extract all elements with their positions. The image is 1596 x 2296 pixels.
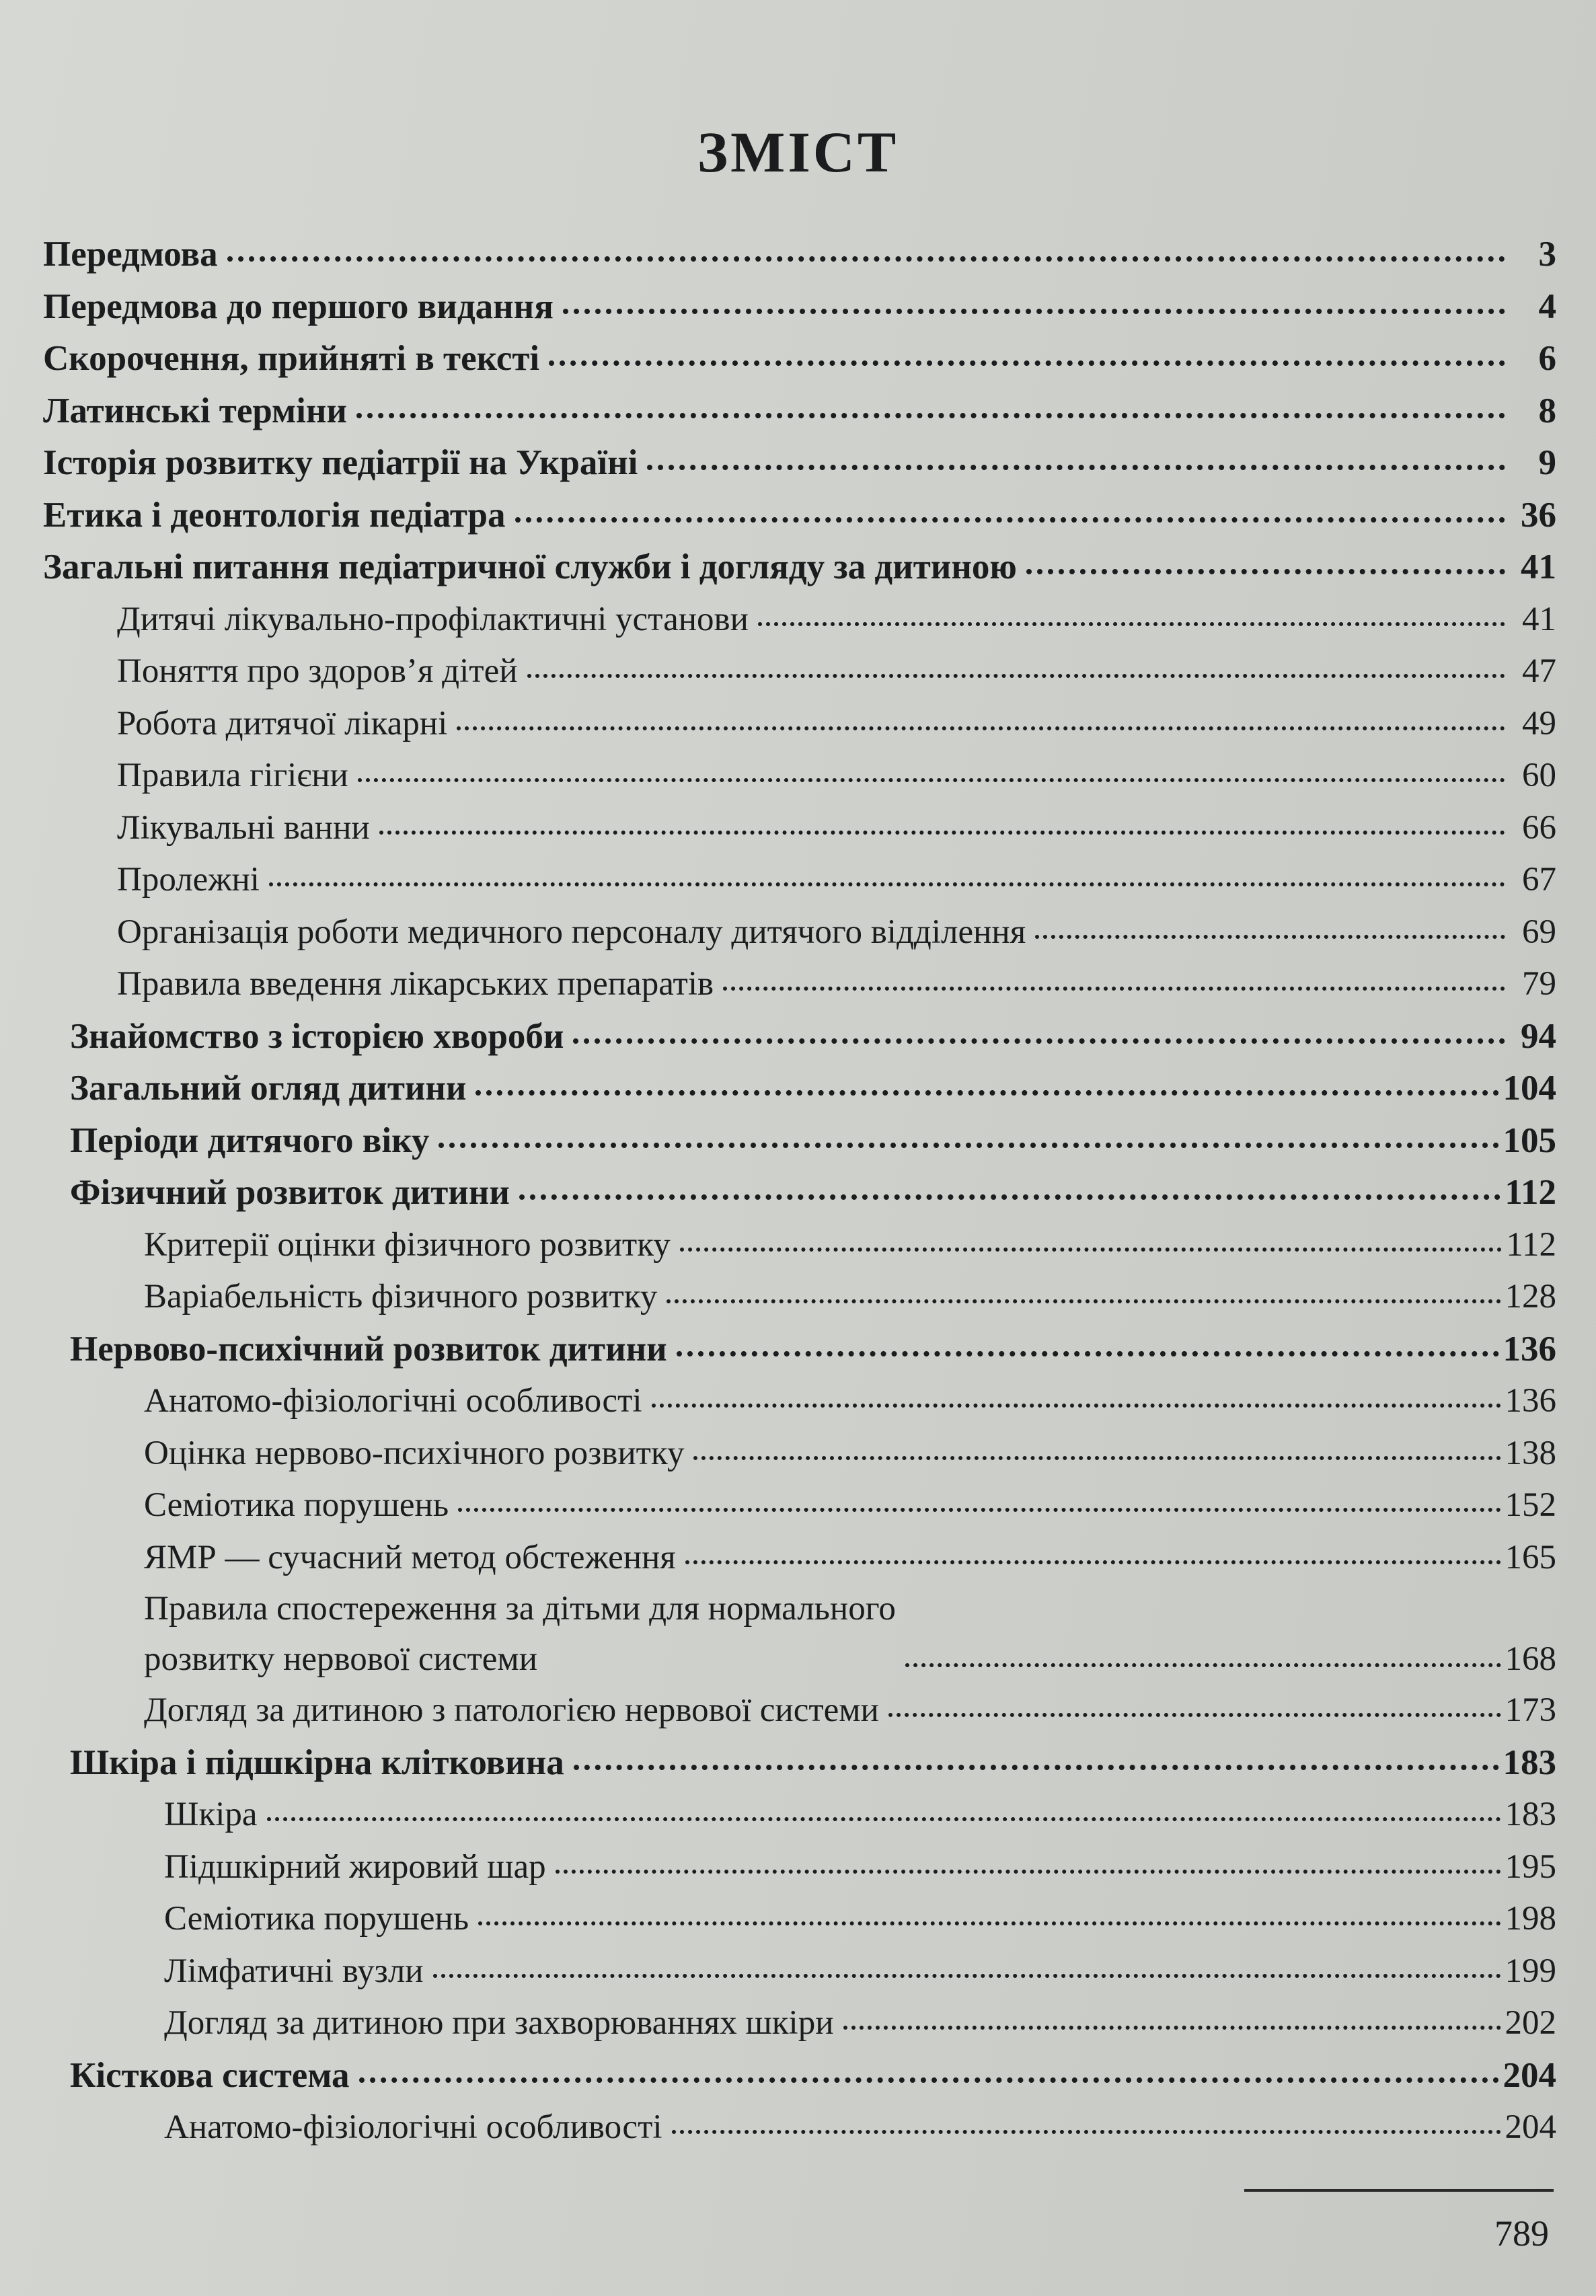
toc-entry <box>43 1375 1556 1428</box>
toc-entry-page: 112 <box>1505 1173 1556 1212</box>
dot-leader <box>680 1243 1503 1252</box>
toc-entry-page: 165 <box>1505 1538 1556 1576</box>
toc-entry-title: Організація роботи медичного персоналу дитячого відділення <box>117 913 1026 951</box>
toc-entry <box>43 1063 1556 1115</box>
toc-entry-page: 204 <box>1505 2108 1556 2146</box>
toc-entry-page: 49 <box>1522 704 1556 742</box>
toc-entry-page: 198 <box>1505 1900 1556 1938</box>
toc-entry-page: 199 <box>1505 1952 1556 1990</box>
footer-rule <box>1244 2189 1554 2192</box>
toc-entry-title: Історія розвитку педіатрії на Україні <box>43 443 638 482</box>
toc-entry-title: Правила гігієни <box>117 757 348 794</box>
dot-leader <box>843 2022 1501 2030</box>
dot-leader <box>652 1400 1501 1408</box>
toc-entry-page: 202 <box>1505 2004 1556 2042</box>
toc-entry-title: Підшкірний жировий шар <box>164 1847 546 1886</box>
toc-entry <box>43 1324 1556 1376</box>
toc-entry <box>43 2102 1556 2154</box>
dot-leader <box>227 252 1505 262</box>
toc-entry <box>43 1271 1556 1324</box>
toc-entry <box>43 1789 1556 1841</box>
toc-entry-title: Етика і деонтологія педіатра <box>43 495 506 535</box>
dot-leader <box>379 827 1505 835</box>
toc-entry <box>43 802 1556 855</box>
toc-entry-title: Передмова до першого видання <box>43 286 554 326</box>
dot-leader <box>478 1917 1500 1925</box>
toc-entry-page: 8 <box>1538 391 1556 430</box>
toc-entry-title: Догляд за дитиною з патологією нервової системи <box>144 1691 879 1729</box>
toc-entry-title: Кісткова система <box>70 2055 350 2095</box>
toc-entry-page: 36 <box>1521 495 1556 535</box>
toc-entry-title: Нервово-психічний розвиток дитини <box>70 1329 667 1369</box>
toc-entry-title-line: Правила спостереження за дітьми для нормального <box>144 1590 896 1628</box>
toc-entry-title: Анатомо-фізіологічні особливості <box>144 1382 642 1420</box>
toc-entry-page: 67 <box>1522 861 1556 898</box>
dot-leader <box>457 722 1505 730</box>
toc-entry <box>43 907 1556 959</box>
dot-leader <box>359 2073 1499 2083</box>
dot-leader <box>667 1295 1500 1303</box>
dot-leader <box>458 1504 1500 1512</box>
dot-leader <box>519 1190 1501 1200</box>
toc-entry-page: 136 <box>1505 1382 1556 1420</box>
toc-entry-page: 4 <box>1538 286 1556 326</box>
toc-entry-title: Семіотика порушень <box>144 1486 449 1524</box>
toc-entry <box>43 437 1556 490</box>
dot-leader <box>677 1347 1499 1356</box>
toc-entry <box>43 646 1556 698</box>
toc-entry <box>43 1011 1556 1063</box>
toc-entry-title: Семіотика порушень <box>164 1900 469 1938</box>
toc-entry-page: 69 <box>1522 913 1556 951</box>
toc-entry-page: 3 <box>1538 235 1556 274</box>
toc-entry-page: 9 <box>1538 443 1556 482</box>
dot-leader <box>672 2126 1501 2134</box>
toc-entry <box>43 490 1556 542</box>
toc-entry <box>43 281 1556 334</box>
toc-entry <box>43 958 1556 1011</box>
toc-entry <box>43 229 1556 281</box>
toc-entry-page: 204 <box>1503 2055 1556 2095</box>
dot-leader <box>356 409 1505 418</box>
dot-leader <box>905 1659 1501 1667</box>
toc-entry-title: ЯМР — сучасний метод обстеження <box>144 1538 676 1576</box>
toc-entry <box>43 2050 1556 2102</box>
dot-leader <box>574 1761 1499 1770</box>
dot-leader <box>433 1970 1501 1978</box>
toc-entry-title: Правила введення лікарських препаратів <box>117 965 714 1003</box>
toc-entry-page: 168 <box>1505 1640 1556 1678</box>
toc-entry <box>43 1893 1556 1946</box>
toc-entry-page: 195 <box>1505 1847 1556 1886</box>
toc-entry-title: Оцінка нервово-психічного розвитку <box>144 1434 685 1472</box>
toc-entry-page: 6 <box>1538 339 1556 378</box>
toc-entry-title: Передмова <box>43 235 218 274</box>
toc-entry-title: Пролежні <box>117 861 260 898</box>
dot-leader <box>556 1866 1501 1874</box>
toc-entry-page: 138 <box>1505 1434 1556 1472</box>
toc-entry-title: Критерії оцінки фізичного розвитку <box>144 1225 671 1264</box>
dot-leader <box>573 1034 1505 1044</box>
toc-entry-page: 183 <box>1505 1796 1556 1833</box>
page-title: ЗМІСТ <box>697 120 899 184</box>
toc-entry-page: 112 <box>1506 1225 1556 1264</box>
toc-entry-title <box>144 1584 901 1685</box>
toc-entry-page: 173 <box>1505 1691 1556 1729</box>
toc-entry-title: Латинські терміни <box>43 391 347 430</box>
toc-entry-page: 94 <box>1521 1016 1556 1056</box>
dot-leader <box>358 774 1505 782</box>
dot-leader <box>476 1086 1498 1096</box>
toc-entry-title-line: розвитку нервової системи <box>144 1640 537 1678</box>
toc-entry-page: 128 <box>1505 1278 1556 1315</box>
toc-entry-title: Знайомство з історією хвороби <box>70 1016 564 1056</box>
toc-entry-page: 47 <box>1522 652 1556 690</box>
toc-entry <box>43 1997 1556 2050</box>
toc-entry <box>43 541 1556 594</box>
page-number: 789 <box>1494 2213 1549 2254</box>
toc-entry <box>43 854 1556 907</box>
toc-entry-page: 136 <box>1503 1329 1556 1369</box>
dot-leader <box>693 1452 1500 1460</box>
toc-entry <box>43 333 1556 385</box>
dot-leader <box>758 618 1505 626</box>
toc-entry-page: 41 <box>1521 547 1556 586</box>
dot-leader <box>439 1139 1498 1148</box>
toc-entry <box>43 1685 1556 1737</box>
toc-entry <box>43 1841 1556 1894</box>
toc-entry <box>43 1737 1556 1790</box>
dot-leader <box>563 305 1505 314</box>
dot-leader <box>527 670 1505 678</box>
toc-entry-title: Поняття про здоров’я дітей <box>117 652 518 690</box>
dot-leader <box>515 513 1505 523</box>
dot-leader <box>723 983 1505 991</box>
toc-entry-page: 60 <box>1522 757 1556 794</box>
toc-entry-title: Догляд за дитиною при захворюваннях шкіри <box>164 2004 834 2042</box>
dot-leader <box>1026 565 1505 574</box>
toc-entry-page: 105 <box>1503 1120 1556 1160</box>
toc-entry <box>43 594 1556 646</box>
toc-entry-title: Робота дитячої лікарні <box>117 704 448 742</box>
dot-leader <box>267 1813 1501 1821</box>
toc-entry-page: 66 <box>1522 808 1556 847</box>
dot-leader <box>549 356 1505 366</box>
toc-entry-title: Періоди дитячого віку <box>70 1120 430 1160</box>
toc-entry <box>43 1584 1556 1685</box>
toc-entry-title: Фізичний розвиток дитини <box>70 1173 510 1212</box>
toc-entry-title: Лікувальні ванни <box>117 808 370 847</box>
toc-entry <box>43 1428 1556 1480</box>
toc-entry-page: 104 <box>1503 1069 1556 1108</box>
toc-entry <box>43 1167 1556 1219</box>
toc-entry-title: Дитячі лікувально-профілактичні установи <box>117 600 749 638</box>
dot-leader <box>647 461 1505 470</box>
toc-entry <box>43 1480 1556 1532</box>
toc-entry-page: 152 <box>1505 1486 1556 1524</box>
table-of-contents <box>43 229 1556 2154</box>
toc-entry-page: 183 <box>1503 1743 1556 1782</box>
toc-entry-title: Варіабельність фізичного розвитку <box>144 1278 658 1315</box>
toc-entry-page: 79 <box>1522 965 1556 1003</box>
toc-entry-title: Шкіра <box>164 1796 258 1833</box>
toc-entry-title: Загальний огляд дитини <box>70 1069 467 1108</box>
toc-entry <box>43 698 1556 751</box>
dot-leader <box>269 878 1505 886</box>
toc-entry <box>43 1532 1556 1584</box>
toc-entry-title: Анатомо-фізіологічні особливості <box>164 2108 662 2146</box>
dot-leader <box>1035 931 1505 939</box>
toc-entry-page: 41 <box>1522 600 1556 638</box>
toc-entry <box>43 1946 1556 1998</box>
dot-leader <box>685 1556 1501 1564</box>
toc-entry <box>43 385 1556 438</box>
toc-entry-title: Лімфатичні вузли <box>164 1952 424 1990</box>
toc-entry <box>43 750 1556 802</box>
dot-leader <box>888 1709 1501 1717</box>
toc-entry-title: Скорочення, прийняті в тексті <box>43 339 540 378</box>
toc-entry-title: Загальні питання педіатричної служби і догляду за дитиною <box>43 547 1017 586</box>
toc-entry <box>43 1219 1556 1272</box>
toc-entry <box>43 1115 1556 1168</box>
toc-entry-title: Шкіра і підшкірна клітковина <box>70 1743 564 1782</box>
